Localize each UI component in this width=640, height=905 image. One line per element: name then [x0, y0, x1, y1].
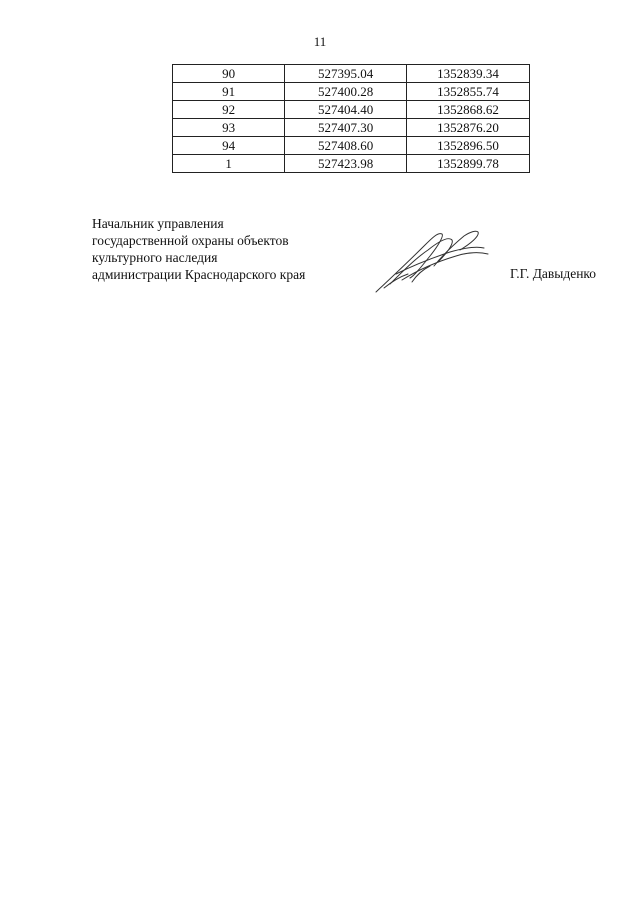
- signer-title-line: государственной охраны объектов: [92, 233, 289, 248]
- y-coordinate-cell: 1352839.34: [407, 65, 530, 83]
- table-row: [173, 119, 530, 137]
- point-number-cell: 1: [173, 155, 285, 173]
- table-row: [173, 65, 530, 83]
- y-coordinate-cell: 1352896.50: [407, 137, 530, 155]
- point-number-cell: 91: [173, 83, 285, 101]
- x-coordinate-cell: 527423.98: [285, 155, 407, 173]
- coordinates-table: [172, 64, 530, 173]
- signer-title-line: Начальник управления: [92, 216, 224, 231]
- y-coordinate-cell: 1352868.62: [407, 101, 530, 119]
- handwritten-signature: [372, 222, 492, 298]
- point-number-cell: 92: [173, 101, 285, 119]
- table-row: [173, 83, 530, 101]
- signer-name: Г.Г. Давыденко: [510, 266, 597, 281]
- point-number-cell: 94: [173, 137, 285, 155]
- x-coordinate-cell: 527408.60: [285, 137, 407, 155]
- signer-title-line: культурного наследия: [92, 250, 218, 265]
- y-coordinate-cell: 1352876.20: [407, 119, 530, 137]
- y-coordinate-cell: 1352855.74: [407, 83, 530, 101]
- x-coordinate-cell: 527407.30: [285, 119, 407, 137]
- x-coordinate-cell: 527395.04: [285, 65, 407, 83]
- point-number-cell: 93: [173, 119, 285, 137]
- y-coordinate-cell: 1352899.78: [407, 155, 530, 173]
- table-row: [173, 101, 530, 119]
- signer-title-block: [92, 215, 305, 283]
- table-row: [173, 155, 530, 173]
- point-number-cell: 90: [173, 65, 285, 83]
- signer-title-line: администрации Краснодарского края: [92, 267, 306, 282]
- table-row: [173, 137, 530, 155]
- x-coordinate-cell: 527400.28: [285, 83, 407, 101]
- x-coordinate-cell: 527404.40: [285, 101, 407, 119]
- page-number: 11: [313, 34, 327, 49]
